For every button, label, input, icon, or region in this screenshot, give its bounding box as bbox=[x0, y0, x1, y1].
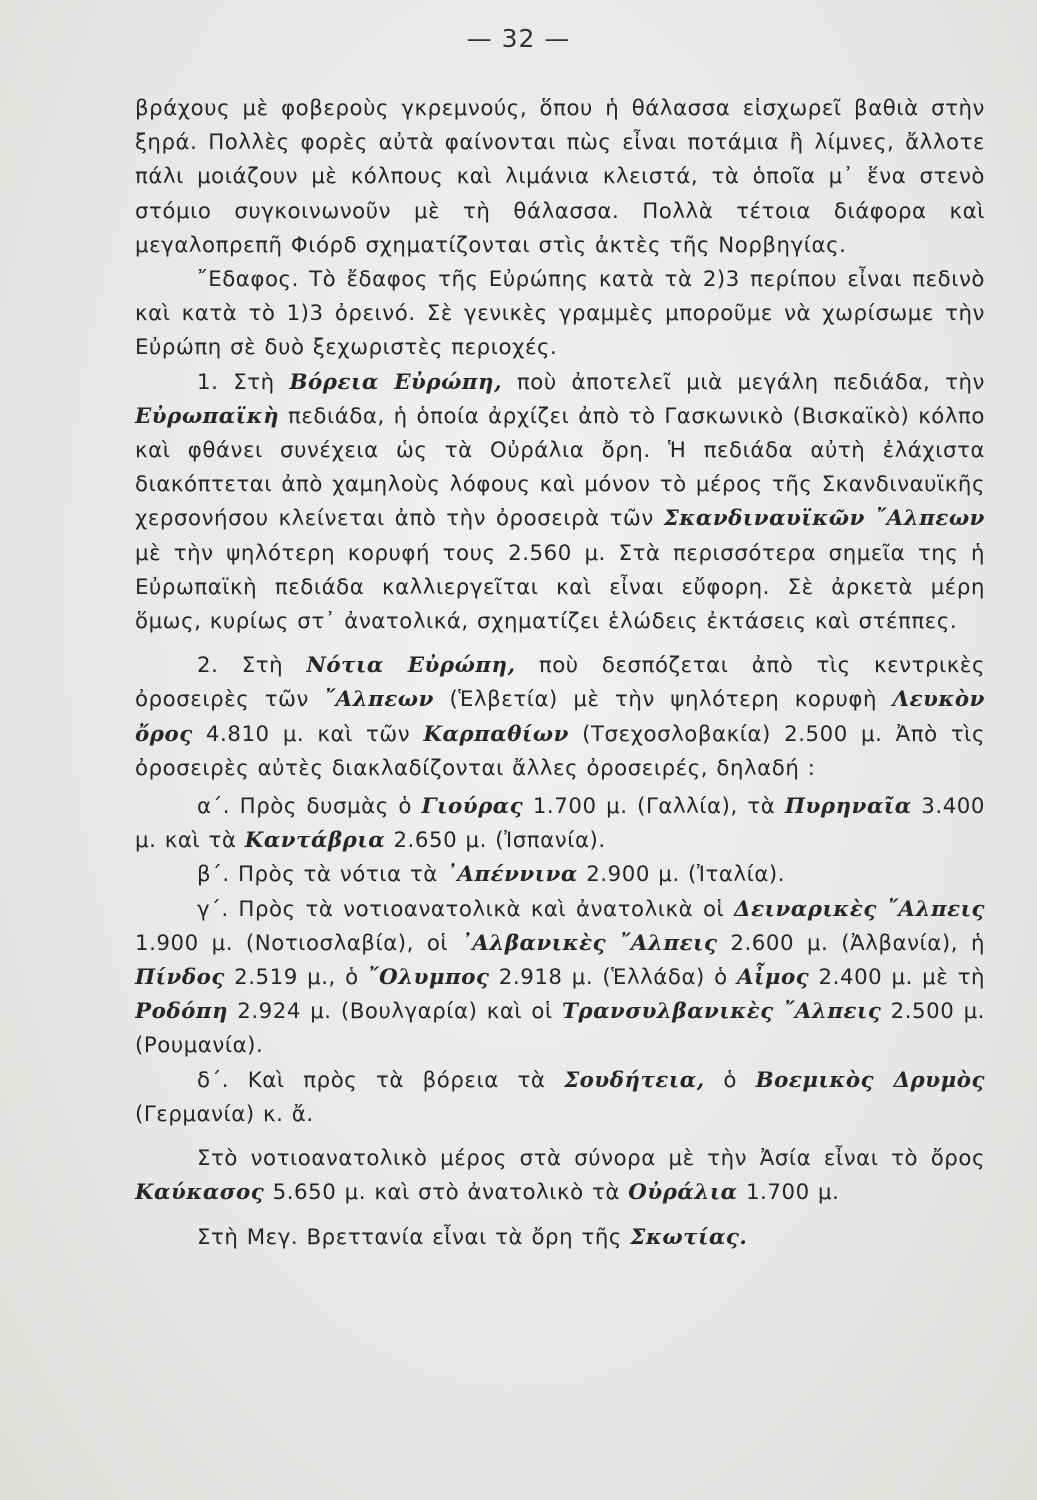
paragraph-northern-europe bbox=[135, 366, 985, 640]
text-run: γ΄. Πρὸς τὰ νοτιοανατολικὰ καὶ ἀνατολικὰ οἱ bbox=[197, 896, 735, 922]
term-northern-europe: Βόρεια Εὐρώπη, bbox=[289, 369, 503, 395]
body-text bbox=[135, 92, 985, 1255]
term-dinaric-alps: Δειναρικὲς ῎Αλπεις bbox=[734, 896, 985, 922]
term-alps: ῎Αλπεων bbox=[324, 687, 434, 713]
text-run: ποὺ δεσπόζεται ἀπὸ τὶς κεντρικὲς ὀροσειρὲς τῶν bbox=[135, 653, 986, 713]
text-run: 1.700 μ. bbox=[737, 1180, 840, 1206]
term-caucasus: Καύκασος bbox=[135, 1180, 265, 1206]
term-scotland: Σκωτίας. bbox=[630, 1224, 748, 1250]
term-southern-europe: Νότια Εὐρώπη, bbox=[306, 653, 516, 679]
paragraph-scotland bbox=[135, 1221, 985, 1255]
paragraph-caucasus bbox=[135, 1142, 985, 1210]
paragraph-item-c bbox=[135, 893, 985, 1064]
text-run: 2.924 μ. (Βουλγαρία) καὶ οἱ bbox=[228, 999, 562, 1025]
text-run: ῎Εδαφος. Τὸ ἔδαφος τῆς Εὐρώπης κατὰ τὰ 2)3 περίπου εἶναι πεδινὸ καὶ κατὰ τὸ 1)3 ὀρεινό. Σὲ γενικὲς γραμμὲς μποροῦμε νὰ χωρίσωμε τὴν Εὐρώπη σὲ δυὸ ξεχωριστὲς περιοχές. bbox=[135, 267, 985, 361]
text-run: 2.650 μ. (Ἰσπανία). bbox=[385, 828, 606, 854]
term-olympus: ῎Ολυμπος bbox=[367, 965, 490, 991]
text-run: 2.600 μ. (Ἀλβανία), ἡ bbox=[717, 930, 985, 956]
term-pyrenees: Πυρηναῖα bbox=[784, 794, 912, 820]
term-european-plain: Εὐρωπαϊκὴ bbox=[135, 403, 280, 429]
text-run: (Ἑλβετία) μὲ τὴν ψηλότερη κορυφὴ bbox=[433, 687, 893, 713]
text-run: 2.918 μ. (Ἑλλάδα) ὁ bbox=[489, 965, 737, 991]
paragraph-item-a bbox=[135, 790, 985, 858]
text-run: Στὴ Μεγ. Βρεττανία εἶναι τὰ ὄρη τῆς bbox=[197, 1224, 631, 1250]
text-run: Στὸ νοτιοανατολικὸ μέρος στὰ σύνορα μὲ τὴν Ἀσία εἶναι τὸ ὄρος bbox=[197, 1146, 985, 1172]
term-pindus: Πίνδος bbox=[135, 965, 225, 991]
term-apennines: ᾿Απέννινα bbox=[446, 862, 578, 888]
term-scandinavian-alps: Σκανδιναυϊκῶν ῎Αλπεων bbox=[663, 506, 985, 532]
text-run: πεδιάδα, ἡ ὁποία ἀρχίζει ἀπὸ τὸ Γασκωνικὸ (Βισκαϊκὸ) κόλπο καὶ φθάνει συνέχεια ὡς τὰ Οὐράλια ὄρη. Ἡ πεδιάδα αὐτὴ ἐλάχιστα διακόπτεται ἀπὸ χαμηλοὺς λόφους καὶ μόνον τὸ μέρος τῆς Σκανδιναυϊκῆς χερσονήσου κλείνεται ἀπὸ τὴν ὀροσειρὰ τῶν bbox=[135, 403, 985, 532]
term-sudetes: Σουδήτεια, bbox=[564, 1067, 705, 1093]
paragraph-fjords bbox=[135, 92, 985, 263]
text-run: (Τσεχοσλοβακία) 2.500 μ. Ἀπὸ τὶς ὀροσειρὲς αὐτὲς διακλαδίζονται ἄλλες ὀροσειρές, δηλαδή : bbox=[135, 721, 985, 781]
text-run: 4.810 μ. καὶ τῶν bbox=[192, 721, 424, 747]
page-number: — 32 — bbox=[466, 24, 571, 53]
text-run: 2. Στὴ bbox=[197, 653, 307, 679]
term-mont-blanc: Λευκὸν ὄρος bbox=[135, 687, 985, 747]
text-run: 1.900 μ. (Νοτιοσλαβία), οἱ bbox=[135, 930, 462, 956]
text-run: 5.650 μ. καὶ στὸ ἀνατολικὸ τὰ bbox=[264, 1180, 629, 1206]
text-run: 2.400 μ. μὲ τὴ bbox=[809, 965, 985, 991]
term-transylvanian-alps: Τρανσυλβανικὲς ῎Αλπεις bbox=[561, 999, 882, 1025]
term-jura: Γιούρας bbox=[421, 794, 524, 820]
term-bohemian-forest: Βοεμικὸς Δρυμὸς bbox=[755, 1067, 985, 1093]
paragraph-item-b bbox=[135, 858, 985, 892]
text-run: 2.900 μ. (Ἰταλία). bbox=[577, 862, 786, 888]
paragraph-terrain bbox=[135, 263, 985, 366]
term-urals: Οὐράλια bbox=[628, 1180, 738, 1206]
text-run: ποὺ ἀποτελεῖ μιὰ μεγάλη πεδιάδα, τὴν bbox=[502, 369, 985, 395]
text-run: 1.700 μ. (Γαλλία), τὰ bbox=[523, 794, 785, 820]
text-run: βράχους μὲ φοβεροὺς γκρεμνούς, ὅπου ἡ θάλασσα εἰσχωρεῖ βαθιὰ στὴν ξηρά. Πολλὲς φορὲς αὐτὰ φαίνονται πὼς εἶναι ποτάμια ἢ λίμνες, ἄλλοτε πάλι μοιάζουν μὲ κόλπους καὶ λιμάνια κλειστά, τὰ ὁποῖα μ᾿ ἕνα στενὸ στόμιο συγκοινωνοῦν μὲ τὴ θάλασσα. Πολλὰ τέτοια διάφορα καὶ μεγαλοπρεπῆ Φιόρδ σχηματίζονται στὶς ἀκτὲς τῆς Νορβηγίας. bbox=[135, 96, 985, 258]
text-run: 2.500 μ. (Ρουμανία). bbox=[135, 999, 985, 1059]
text-run: α΄. Πρὸς δυσμὰς ὁ bbox=[197, 794, 422, 820]
term-rhodope: Ροδόπη bbox=[135, 999, 229, 1025]
text-run: ὁ bbox=[704, 1067, 756, 1093]
text-run: 2.519 μ., ὁ bbox=[224, 965, 368, 991]
term-albanian-alps: ᾿Αλβανικὲς ῎Αλπεις bbox=[461, 930, 718, 956]
text-run: μὲ τὴν ψηλότερη κορυφή τους 2.560 μ. Στὰ περισσότερα σημεῖα της ἡ Εὐρωπαϊκὴ πεδιάδα καλλιεργεῖται καὶ εἶναι εὔφορη. Σὲ ἀρκετὰ μέρη ὅμως, κυρίως στ᾿ ἀνατολικά, σχηματίζει ἑλώδεις ἐκτάσεις καὶ στέππες. bbox=[135, 540, 985, 635]
paragraph-item-d bbox=[135, 1064, 985, 1132]
text-run: β΄. Πρὸς τὰ νότια τὰ bbox=[197, 862, 447, 888]
text-run: 1. Στὴ bbox=[197, 369, 290, 395]
term-haemus: Αἶμος bbox=[736, 965, 810, 991]
paragraph-southern-europe bbox=[135, 649, 985, 786]
text-run: δ΄. Καὶ πρὸς τὰ βόρεια τὰ bbox=[197, 1067, 565, 1093]
term-cantabrian: Καντάβρια bbox=[244, 828, 386, 854]
term-carpathians: Καρπαθίων bbox=[423, 721, 569, 747]
text-run: 3.400 μ. καὶ τὰ bbox=[135, 794, 985, 854]
text-run: (Γερμανία) κ. ἄ. bbox=[135, 1101, 314, 1127]
